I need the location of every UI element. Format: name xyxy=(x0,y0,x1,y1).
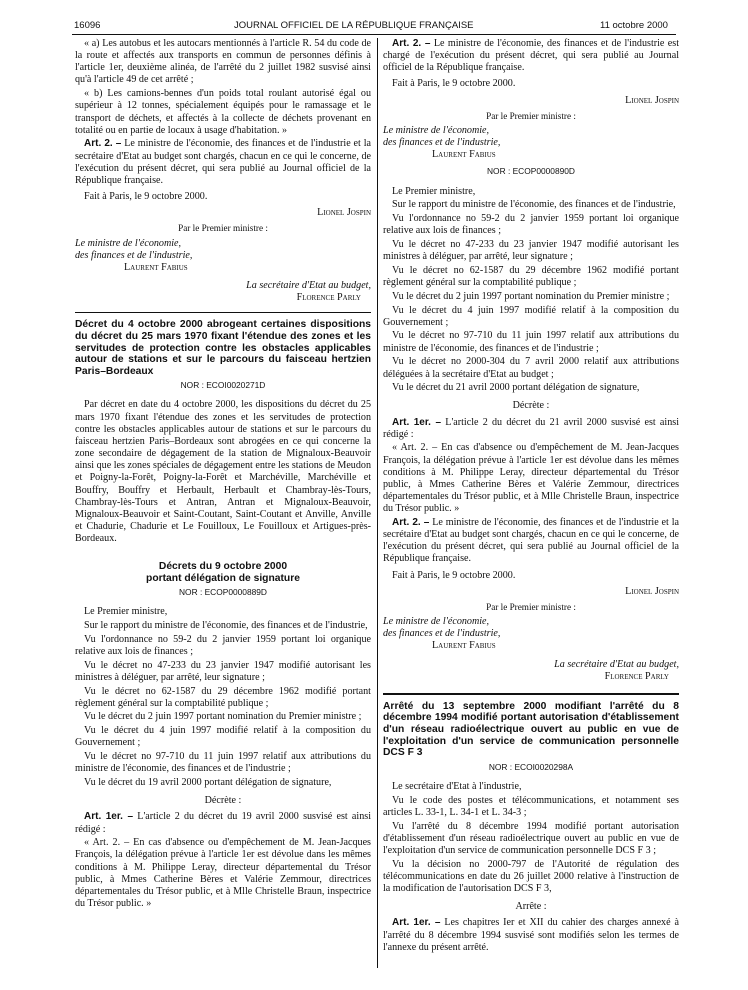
preamble-line: Vu le décret no 97-710 du 11 juin 1997 relatif aux attributions du ministre de l'économie, des finances et de l'industrie ; xyxy=(383,330,679,354)
preamble-line: Vu l'arrêté du 8 décembre 1994 modifié portant autorisation d'établissement d'un réseau radioélectrique ouvert au public en vue de l'exploitation d'un service de communication personnelle DCS F 3 ; xyxy=(383,820,679,856)
secretary-title: La secrétaire d'Etat au budget, xyxy=(246,280,371,291)
preamble-line: Vu l'ordonnance no 59-2 du 2 janvier 1959 portant loi organique relative aux lois de finances ; xyxy=(383,213,679,237)
decrete-label: Décrète : xyxy=(204,795,242,807)
nor-reference: NOR : ECOI0020271D xyxy=(180,380,266,391)
preamble-line: Vu le décret du 2 juin 1997 portant nomination du Premier ministre ; xyxy=(392,290,670,302)
article-2 xyxy=(383,517,679,566)
preamble-line: Vu le code des postes et télécommunications, et notamment ses articles L. 33-1, L. 34-1 et L. 34-3 ; xyxy=(383,794,679,818)
preamble-line: Vu l'ordonnance no 59-2 du 2 janvier 1959 portant loi organique relative aux lois de finances ; xyxy=(75,633,371,657)
quoted-article: « Art. 2. – En cas d'absence ou d'empêchement de M. Jean-Jacques François, la délégation prévue à l'article 1er est dévolue dans les mêmes conditions à M. Philippe Leray, directeur départemental du Trésor public, à Mmes Catherine Bères et Valérie Zemmour, directrices départementales du Trésor public, et à Mlle Christelle Braun, inspectrice du Trésor public. » xyxy=(383,442,679,515)
article-label: Art. 1er. – xyxy=(84,811,134,823)
preamble-line: Vu le décret no 2000-304 du 7 avril 2000 relatif aux attributions déléguées à la secrétaire d'Etat au budget ; xyxy=(383,356,679,380)
minister-name: Laurent Fabius xyxy=(432,640,496,652)
done-at: Fait à Paris, le 9 octobre 2000. xyxy=(392,569,516,581)
column-divider xyxy=(377,38,378,968)
signer-name: Lionel Jospin xyxy=(625,585,679,597)
done-at: Fait à Paris, le 9 octobre 2000. xyxy=(392,78,516,90)
preamble-line: Le Premier ministre, xyxy=(392,185,476,197)
arrete-label: Arrête : xyxy=(515,901,547,913)
decree-body: Par décret en date du 4 octobre 2000, les dispositions du décret du 25 mars 1970 fixant l'étendue des zones et les servitudes de protection contre les obstacles applicables autour de stations et sur le parcours du faisceau hertzien Paris–Bordeaux sont abrogées en ce qui concerne la zone secondaire de dégagement de la station de Mignaloux-Beauvoir ainsi que les zones spéciales de dégagement entre les stations de Meudon et Poigny-la-Forêt, Poigny-la-Forêt et Marchéville, Marchéville et Bouffry, Bouffry et Herbault, Herbault et Chambray-lès-Tours, Chambray-lès-Tours et Antran, Antran et Mignaloux-Beauvoir, Mignaloux-Beauvoir et Saint-Coutant, Saint-Coutant et Anville, Anville et Chadurie, Chadurie et Le Fouilloux, Le Fouilloux et Artigues-près-Bordeaux. xyxy=(75,399,371,545)
minister-title-2: des finances et de l'industrie, xyxy=(383,137,501,149)
decree-title-line-1: Décrets du 9 octobre 2000 xyxy=(158,560,288,572)
preamble-line: Vu le décret du 2 juin 1997 portant nomination du Premier ministre ; xyxy=(84,711,362,723)
article-1 xyxy=(75,811,371,835)
preamble-line: Vu le décret no 97-710 du 11 juin 1997 relatif aux attributions du ministre de l'économie, des finances et de l'industrie ; xyxy=(75,751,371,775)
article-1 xyxy=(383,917,679,953)
issue-date: 11 octobre 2000 xyxy=(600,20,668,31)
preamble-line: Vu le décret no 62-1587 du 29 décembre 1962 modifié portant règlement général sur la comptabilité publique ; xyxy=(75,685,371,709)
preamble-line: Sur le rapport du ministre de l'économie, des finances et de l'industrie, xyxy=(392,199,676,211)
decree-title-line-2: portant délégation de signature xyxy=(146,572,300,584)
preamble-line: Le Premier ministre, xyxy=(84,606,168,618)
by-prime-minister: Par le Premier ministre : xyxy=(486,110,576,121)
section-separator xyxy=(75,312,371,313)
article-text: L'article 2 du décret du 21 avril 2000 susvisé est ainsi rédigé : xyxy=(383,416,679,440)
decrete-label: Décrète : xyxy=(512,400,550,412)
preamble-line: Sur le rapport du ministre de l'économie, des finances et de l'industrie, xyxy=(84,620,368,631)
article-2 xyxy=(75,138,371,187)
quoted-article: « Art. 2. – En cas d'absence ou d'empêchement de M. Jean-Jacques François, la délégation prévue à l'article 1er est dévolue dans les mêmes conditions à M. Philippe Leray, directeur départemental du Trésor public, à Mmes Catherine Bères et Valérie Zemmour, directrices départementales du Trésor public, et à Mlle Christelle Braun, inspectrice du Trésor public. » xyxy=(75,837,371,910)
minister-title-2: des finances et de l'industrie, xyxy=(75,249,193,261)
minister-name: Laurent Fabius xyxy=(432,149,496,161)
article-text: Le ministre de l'économie, des finances et de l'industrie et la secrétaire d'Etat au budget sont chargés, chacun en ce qui le concerne, de l'exécution du présent décret, qui sera publié au Journal officiel de la République française. xyxy=(383,517,679,565)
header-rule xyxy=(72,34,676,35)
preamble-line: Vu le décret du 19 avril 2000 portant délégation de signature, xyxy=(84,777,332,789)
nor-reference: NOR : ECOP0000889D xyxy=(179,587,267,598)
left-column xyxy=(75,38,371,912)
article-text: Les chapitres Ier et XII du cahier des charges annexé à l'arrêté du 8 décembre 1994 susvisé sont modifiés selon les termes de l'annexe du présent arrêté. xyxy=(383,917,679,953)
paragraph-b: « b) Les camions-bennes d'un poids total roulant autorisé égal ou supérieur à 12 tonnes, spécialement équipés pour le ramassage et le transport de déchets, et affectés à la collecte de déchets provenant en totalité ou en partie de locaux à usage d'habitation. » xyxy=(75,88,371,136)
article-text: L'article 2 du décret du 19 avril 2000 susvisé est ainsi rédigé : xyxy=(75,811,371,835)
decree-title: Décret du 4 octobre 2000 abrogeant certaines dispositions du décret du 25 mars 1970 fixant l'étendue des zones et les servitudes de protection contre les obstacles applicables autour de stations et sur le parcours du faisceau hertzien Paris–Bordeaux xyxy=(75,319,371,377)
signer-name: Lionel Jospin xyxy=(625,94,679,106)
by-prime-minister: Par le Premier ministre : xyxy=(178,223,268,234)
preamble-line: Vu le décret no 47-233 du 23 janvier 1947 modifié autorisant les ministres à déléguer, par arrêté, leur signature ; xyxy=(383,238,679,263)
preamble-line: Vu le décret du 4 juin 1997 modifié relatif à la composition du Gouvernement ; xyxy=(75,725,371,749)
article-1 xyxy=(383,417,679,441)
article-text: Le ministre de l'économie, des finances et de l'industrie est chargé de l'exécution du présent décret, qui sera publié au Journal officiel de la République française. xyxy=(383,38,679,74)
preamble-line: Vu le décret no 62-1587 du 29 décembre 1962 modifié portant règlement général sur la comptabilité publique ; xyxy=(383,264,679,289)
nor-reference: NOR : ECOI0020298A xyxy=(488,761,574,772)
signer-name: Lionel Jospin xyxy=(317,207,371,219)
minister-title-2: des finances et de l'industrie, xyxy=(383,628,501,640)
secretary-name: Florence Parly xyxy=(296,292,361,304)
secretary-title: La secrétaire d'Etat au budget, xyxy=(554,658,679,670)
preamble-line: Le secrétaire d'Etat à l'industrie, xyxy=(392,781,522,792)
section-separator xyxy=(383,693,679,695)
secretary-name: Florence Parly xyxy=(604,670,669,682)
preamble-line: Vu le décret no 47-233 du 23 janvier 1947 modifié autorisant les ministres à déléguer, par arrêté, leur signature ; xyxy=(75,659,371,683)
article-text: Le ministre de l'économie, des finances et de l'industrie et la secrétaire d'Etat au budget sont chargés, chacun en ce qui le concerne, de l'exécution du présent décret, qui sera publié au Journal officiel de la République française. xyxy=(75,138,371,186)
preamble-line: Vu la décision no 2000-797 de l'Autorité de régulation des télécommunications en date du 26 juillet 2000 relative à l'instruction de la modification de l'autorisation DCS F 3, xyxy=(383,858,679,895)
article-2 xyxy=(383,38,679,74)
minister-title-1: Le ministre de l'économie, xyxy=(75,237,182,249)
article-label: Art. 2. – xyxy=(84,138,122,150)
nor-reference: NOR : ECOP0000890D xyxy=(487,166,575,177)
page-number: 16096 xyxy=(74,20,101,31)
paragraph-a: « a) Les autobus et les autocars mentionnés à l'article R. 54 du code de la route et affectés aux transports en commun de personnes définis à l'article 1er, deuxième alinéa, de l'arrêté du 2 juillet 1982 susvisé ainsi qu'à l'article 49 de cet arrêté ; xyxy=(75,38,371,86)
right-column xyxy=(383,38,679,955)
minister-title-1: Le ministre de l'économie, xyxy=(383,124,490,136)
arrete-title: Arrêté du 13 septembre 2000 modifiant l'arrêté du 8 décembre 1994 modifié portant autorisation d'établissement d'un réseau radioélectrique ouvert au public en vue de l'exploitation d'un service de communication personnelle DCS F 3 xyxy=(383,700,679,759)
by-prime-minister: Par le Premier ministre : xyxy=(486,601,576,612)
minister-name: Laurent Fabius xyxy=(124,261,188,273)
preamble-line: Vu le décret du 21 avril 2000 portant délégation de signature, xyxy=(392,382,640,394)
article-label: Art. 2. – xyxy=(392,38,431,49)
preamble-line: Vu le décret du 4 juin 1997 modifié relatif à la composition du Gouvernement ; xyxy=(383,304,679,328)
done-at: Fait à Paris, le 9 octobre 2000. xyxy=(84,191,208,203)
article-label: Art. 1er. – xyxy=(392,416,442,428)
journal-title: JOURNAL OFFICIEL DE LA RÉPUBLIQUE FRANÇAISE xyxy=(234,20,474,31)
minister-title-1: Le ministre de l'économie, xyxy=(383,616,490,628)
article-label: Art. 1er. – xyxy=(392,917,441,929)
article-label: Art. 2. – xyxy=(392,517,430,528)
